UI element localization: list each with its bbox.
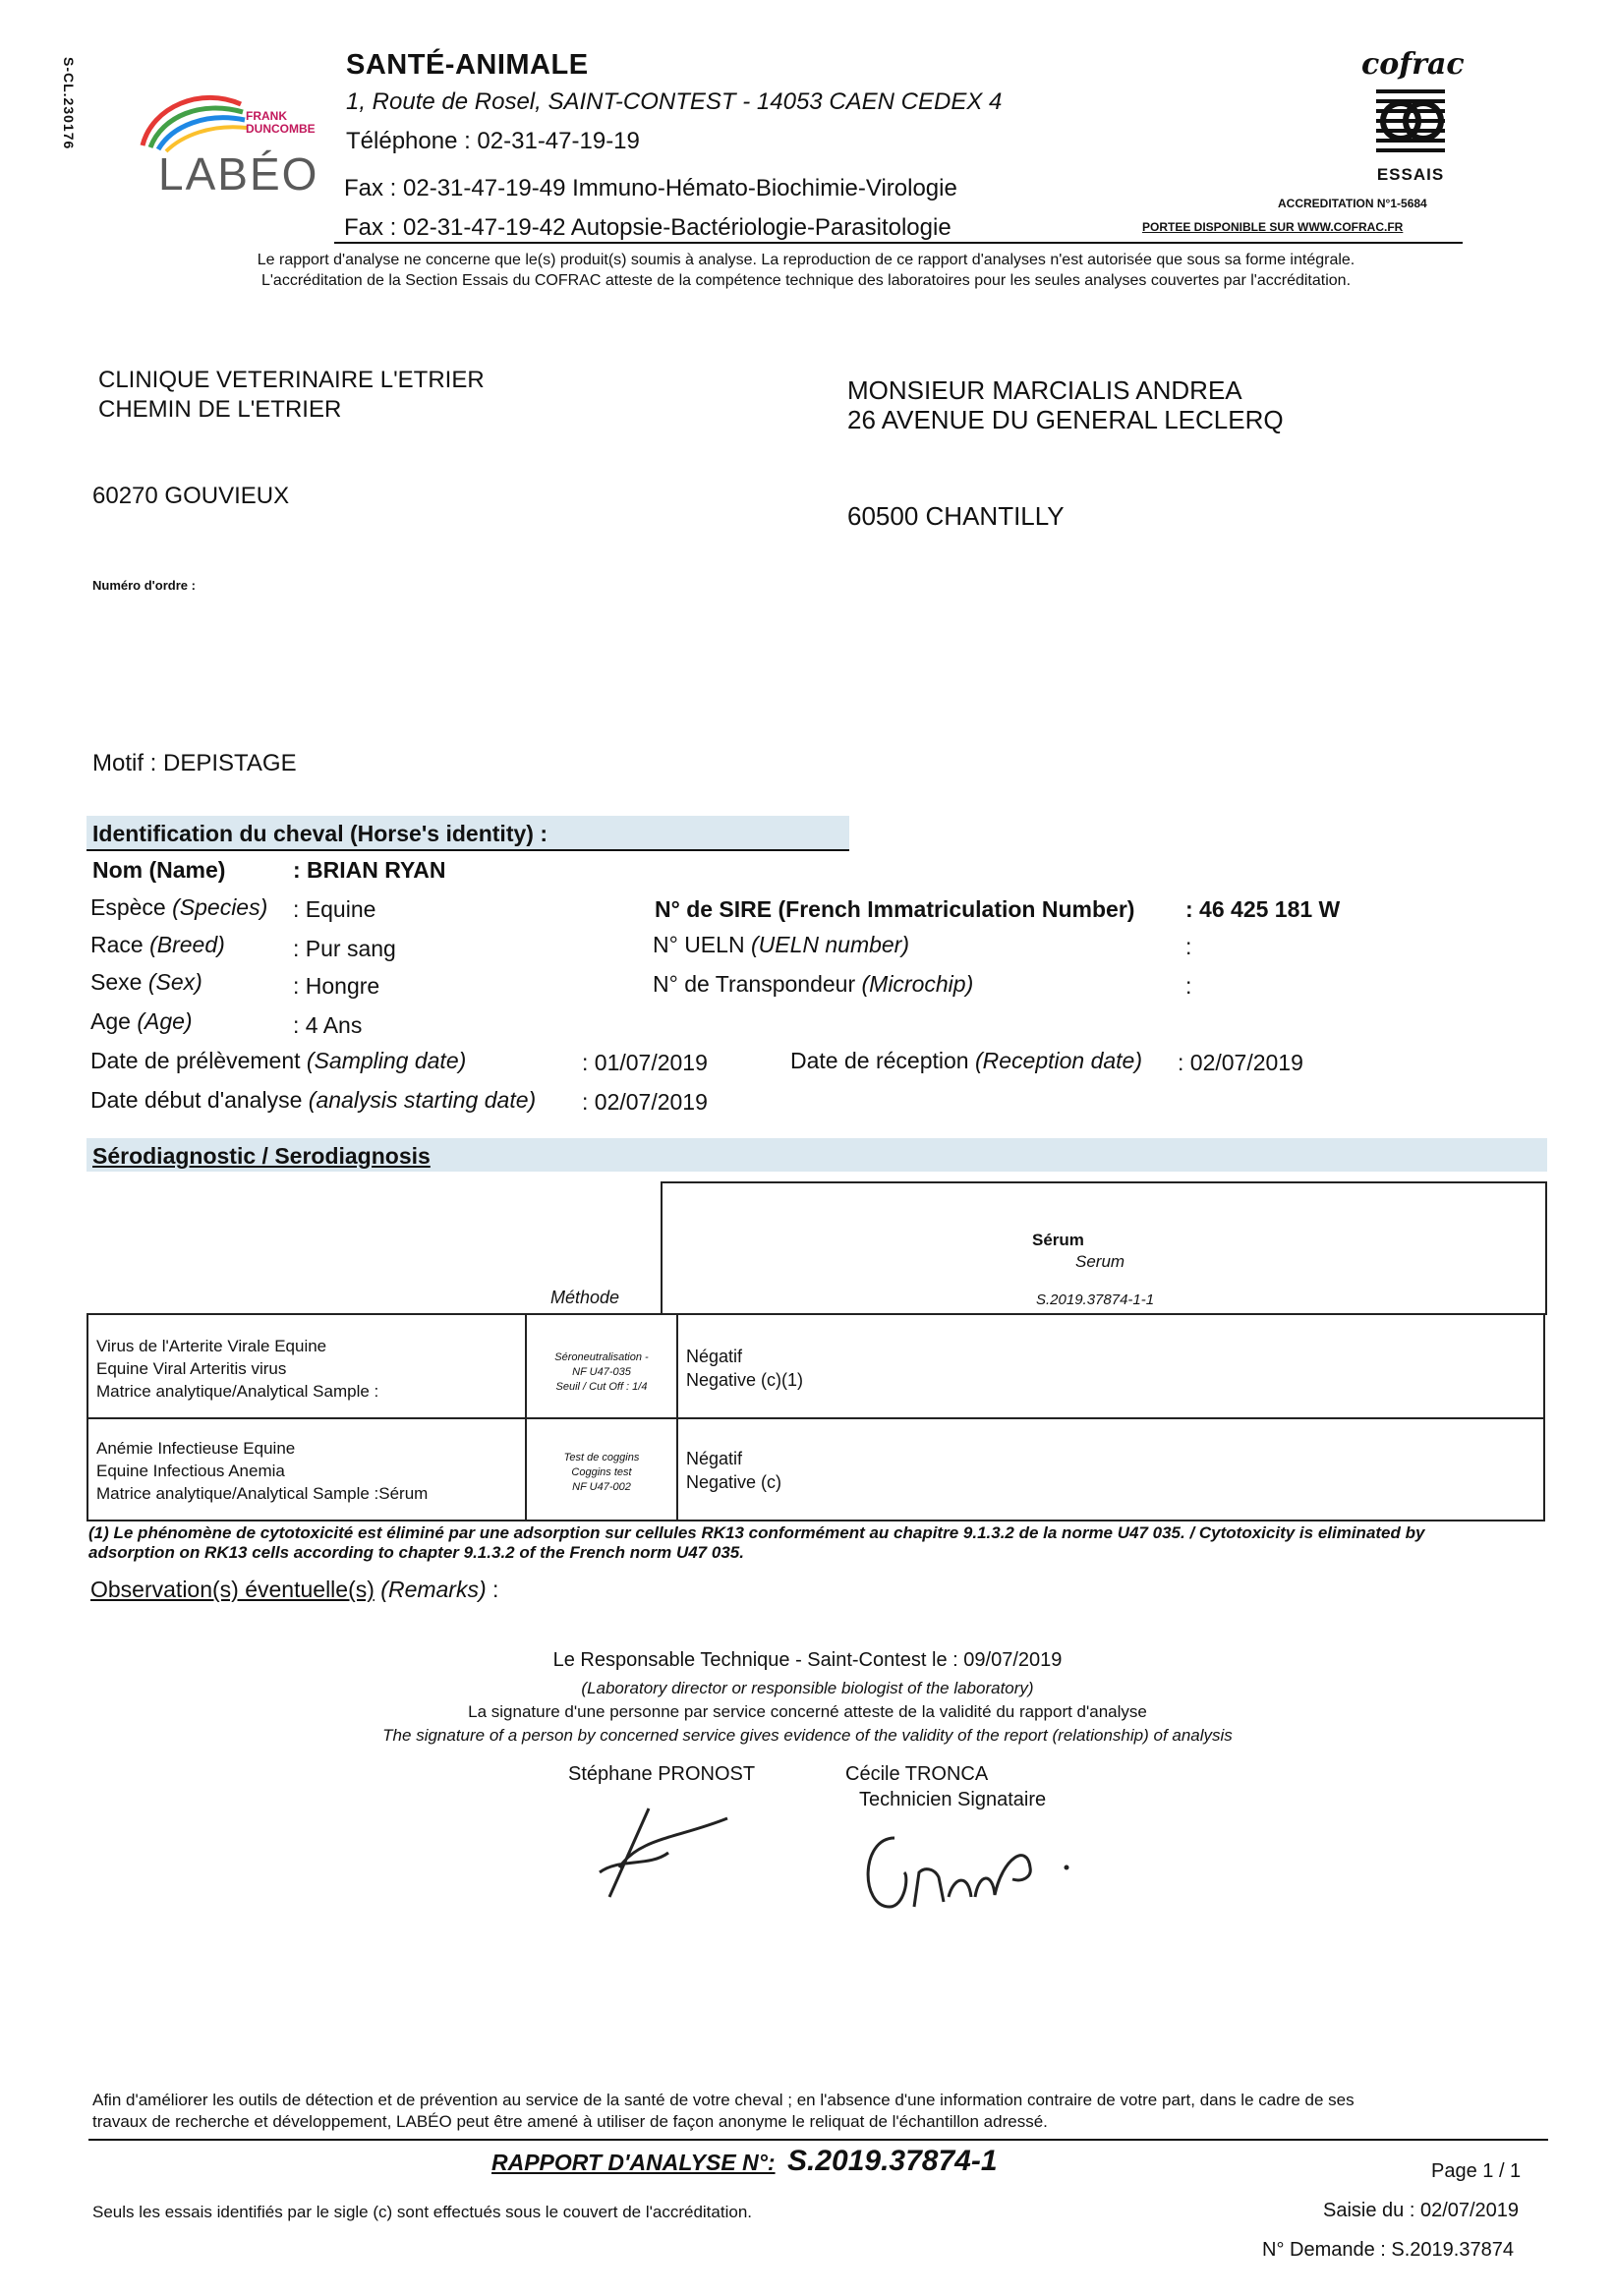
method-line-2: NF U47-035 — [572, 1366, 631, 1378]
report-number — [491, 2145, 998, 2178]
sender-line-1: CLINIQUE VETERINAIRE L'ETRIER — [98, 367, 485, 393]
lab-title: SANTÉ-ANIMALE — [346, 49, 589, 81]
species-label-fr: Espèce — [90, 894, 166, 920]
result-en: Negative (c)(1) — [686, 1370, 804, 1390]
recipient-line-2: 26 AVENUE DU GENERAL LECLERQ — [847, 405, 1284, 434]
identity-section-title: Identification du cheval (Horse's identity) : — [92, 821, 548, 846]
recipient-address — [847, 375, 1284, 434]
ueln-label — [653, 932, 909, 958]
sample-header-fr: Sérum — [1032, 1231, 1084, 1249]
method-line-1: Test de coggins — [563, 1452, 640, 1464]
report-number-value: S.2019.37874-1 — [787, 2145, 998, 2177]
method-line-1: Séroneutralisation - — [554, 1351, 649, 1363]
signature-header: Le Responsable Technique - Saint-Contest le : 09/07/2019 — [552, 1649, 1063, 1671]
transponder-label-en: (Microchip) — [861, 971, 974, 997]
recipient-line-1: MONSIEUR MARCIALIS ANDREA — [847, 375, 1242, 405]
sampling-date-label-en: (Sampling date) — [306, 1048, 467, 1073]
age-label — [90, 1008, 193, 1035]
sampling-date-label-fr: Date de prélèvement — [90, 1048, 301, 1073]
sex-label-fr: Sexe — [90, 969, 143, 995]
ueln-value: : — [1185, 934, 1192, 959]
recipient-city: 60500 CHANTILLY — [847, 501, 1065, 531]
lab-fax-2: Fax : 02-31-47-19-42 Autopsie-Bactériologie-Parasitologie — [344, 214, 952, 241]
analysis-name-fr: Virus de l'Arterite Virale Equine — [96, 1337, 327, 1355]
species-label — [90, 894, 267, 921]
sex-label-en: (Sex) — [147, 969, 202, 995]
sire-value: : 46 425 181 W — [1185, 896, 1341, 922]
method-header: Méthode — [550, 1288, 620, 1307]
footer-notice-line-2: travaux de recherche et développement, LABÉO peut être amené à utiliser de façon anonyme le reliquat de l'échantillon adressé. — [92, 2112, 1048, 2131]
footnote-line-1: (1) Le phénomène de cytotoxicité est éliminé par une adsorption sur cellules RK13 conformément au chapitre 9.1.3.2 de la norme U47 035. / Cytotoxicity is eliminated by — [88, 1523, 1425, 1542]
analysis-start-label — [90, 1087, 536, 1114]
portee-link[interactable]: PORTEE DISPONIBLE SUR WWW.COFRAC.FR — [1142, 220, 1404, 234]
serodiag-section-title: Sérodiagnostic / Serodiagnosis — [92, 1143, 431, 1169]
cofrac-essais: ESSAIS — [1376, 165, 1445, 184]
cofrac-logo — [1361, 47, 1465, 185]
footnote — [88, 1523, 1553, 1563]
sender-address — [98, 366, 485, 425]
sample-header-en: Serum — [1075, 1252, 1125, 1271]
method-line-3: Seuil / Cut Off : 1/4 — [555, 1381, 648, 1393]
logo-swoosh-icon — [133, 86, 251, 155]
remarks-label-en: (Remarks) — [380, 1577, 487, 1602]
reception-date-label — [790, 1048, 1142, 1074]
ueln-label-en: (UELN number) — [750, 932, 909, 957]
signature-validity-en: The signature of a person by concerned service gives evidence of the validity of the report (relationship) of analysis — [382, 1726, 1233, 1745]
transponder-label — [653, 971, 973, 998]
accreditation-number: ACCREDITATION N°1-5684 — [1278, 197, 1427, 210]
analysis-cell — [87, 1418, 526, 1521]
transponder-value: : — [1185, 973, 1192, 999]
age-label-fr: Age — [90, 1008, 131, 1034]
table-row — [87, 1418, 1544, 1521]
analysis-matrix: Matrice analytique/Analytical Sample :Sérum — [96, 1484, 429, 1503]
disclaimer-line-2: L'accréditation de la Section Essais du COFRAC atteste de la compétence technique des laboratoires pour les seules analyses couvertes par l'accréditation. — [260, 272, 1352, 289]
reception-date-label-fr: Date de réception — [790, 1048, 969, 1073]
sampling-date-label — [90, 1048, 466, 1074]
result-cell — [677, 1314, 1544, 1418]
result-fr: Négatif — [686, 1347, 743, 1366]
signature-validity-fr: La signature d'une personne par service concerné atteste de la validité du rapport d'analyse — [468, 1702, 1147, 1721]
signer-2-title: Technicien Signataire — [859, 1789, 1047, 1810]
analysis-matrix: Matrice analytique/Analytical Sample : — [96, 1382, 379, 1401]
disclaimer — [88, 250, 1524, 291]
name-value: : BRIAN RYAN — [293, 857, 446, 883]
name-label: Nom (Name) — [92, 857, 226, 883]
analysis-start-label-fr: Date début d'analyse — [90, 1087, 303, 1113]
sampling-date-value: : 01/07/2019 — [582, 1050, 708, 1075]
breed-label-fr: Race — [90, 932, 144, 957]
signature-2-graphic — [855, 1818, 1081, 1917]
accreditation-note: Seuls les essais identifiés par le sigle (c) sont effectués sous le couvert de l'accréditation. — [92, 2203, 752, 2221]
request-number: N° Demande : S.2019.37874 — [1262, 2239, 1514, 2261]
signature-1-graphic — [580, 1799, 747, 1907]
result-en: Negative (c) — [686, 1472, 782, 1492]
reception-date-value: : 02/07/2019 — [1178, 1050, 1303, 1075]
logo-subtitle — [246, 110, 316, 136]
results-table — [87, 1313, 1545, 1521]
method-cell — [526, 1314, 677, 1418]
labeo-logo — [133, 86, 329, 204]
method-line-2: Coggins test — [571, 1466, 632, 1478]
breed-label-en: (Breed) — [149, 932, 225, 957]
method-cell — [526, 1418, 677, 1521]
sender-city: 60270 GOUVIEUX — [92, 483, 290, 509]
footnote-line-2: adsorption on RK13 cells according to chapter 9.1.3.2 of the French norm U47 035. — [88, 1543, 744, 1562]
sex-value: : Hongre — [293, 973, 380, 999]
remarks-colon: : — [486, 1577, 499, 1602]
motif: Motif : DEPISTAGE — [92, 750, 297, 776]
species-label-en: (Species) — [172, 894, 268, 920]
lab-phone: Téléphone : 02-31-47-19-19 — [346, 128, 640, 154]
age-value: : 4 Ans — [293, 1012, 363, 1038]
sender-line-2: CHEMIN DE L'ETRIER — [98, 396, 342, 423]
sample-id: S.2019.37874-1-1 — [1036, 1292, 1155, 1308]
identity-section-rule — [87, 849, 849, 851]
signature-role: (Laboratory director or responsible biologist of the laboratory) — [581, 1679, 1034, 1697]
analysis-start-label-en: (analysis starting date) — [308, 1087, 537, 1113]
page-number: Page 1 / 1 — [1431, 2160, 1522, 2182]
analysis-start-value: : 02/07/2019 — [582, 1089, 708, 1115]
numero-ordre: Numéro d'ordre : — [92, 578, 196, 593]
age-label-en: (Age) — [137, 1008, 193, 1034]
result-cell — [677, 1418, 1544, 1521]
reception-date-label-en: (Reception date) — [974, 1048, 1143, 1073]
transponder-label-fr: N° de Transpondeur — [653, 971, 856, 997]
analysis-cell — [87, 1314, 526, 1418]
analysis-name-fr: Anémie Infectieuse Equine — [96, 1439, 296, 1458]
entry-date: Saisie du : 02/07/2019 — [1323, 2200, 1520, 2221]
footer-notice — [92, 2090, 1547, 2133]
remarks-label: Observation(s) éventuelle(s) — [90, 1577, 375, 1602]
method-line-3: NF U47-002 — [572, 1481, 631, 1493]
analysis-name-en: Equine Viral Arteritis virus — [96, 1359, 287, 1378]
logo-sub1: FRANK — [246, 109, 287, 123]
sex-label — [90, 969, 202, 996]
signer-2-name: Cécile TRONCA — [845, 1763, 989, 1785]
footer-notice-line-1: Afin d'améliorer les outils de détection et de prévention au service de la santé de votre cheval ; en l'absence d'une information contraire de votre part, dans le cadre de ses — [92, 2091, 1355, 2109]
ueln-label-fr: N° UELN — [653, 932, 745, 957]
footer-divider — [88, 2139, 1548, 2141]
remarks — [90, 1577, 498, 1603]
report-number-label: RAPPORT D'ANALYSE N°: — [491, 2150, 776, 2175]
cofrac-emblem-icon — [1366, 82, 1455, 160]
analysis-name-en: Equine Infectious Anemia — [96, 1462, 285, 1480]
signer-1-name: Stéphane PRONOST — [568, 1763, 756, 1785]
logo-sub2: DUNCOMBE — [246, 122, 316, 136]
cofrac-word: cofrac — [1361, 47, 1465, 82]
lab-fax-1: Fax : 02-31-47-19-49 Immuno-Hémato-Biochimie-Virologie — [344, 175, 957, 201]
lab-address: 1, Route de Rosel, SAINT-CONTEST - 14053 CAEN CEDEX 4 — [346, 88, 1003, 115]
table-row — [87, 1314, 1544, 1418]
species-value: : Equine — [293, 896, 376, 922]
side-reference: S-CL.230176 — [61, 57, 77, 150]
breed-label — [90, 932, 225, 958]
header-divider — [334, 242, 1463, 244]
breed-value: : Pur sang — [293, 936, 396, 961]
disclaimer-line-1: Le rapport d'analyse ne concerne que le(s) produit(s) soumis à analyse. La reproduction de ce rapport d'analyses n'est autorisée que sous sa forme intégrale. — [257, 252, 1355, 268]
logo-name: LABÉO — [158, 148, 319, 200]
result-fr: Négatif — [686, 1449, 743, 1468]
sire-label: N° de SIRE (French Immatriculation Number) — [655, 896, 1135, 922]
